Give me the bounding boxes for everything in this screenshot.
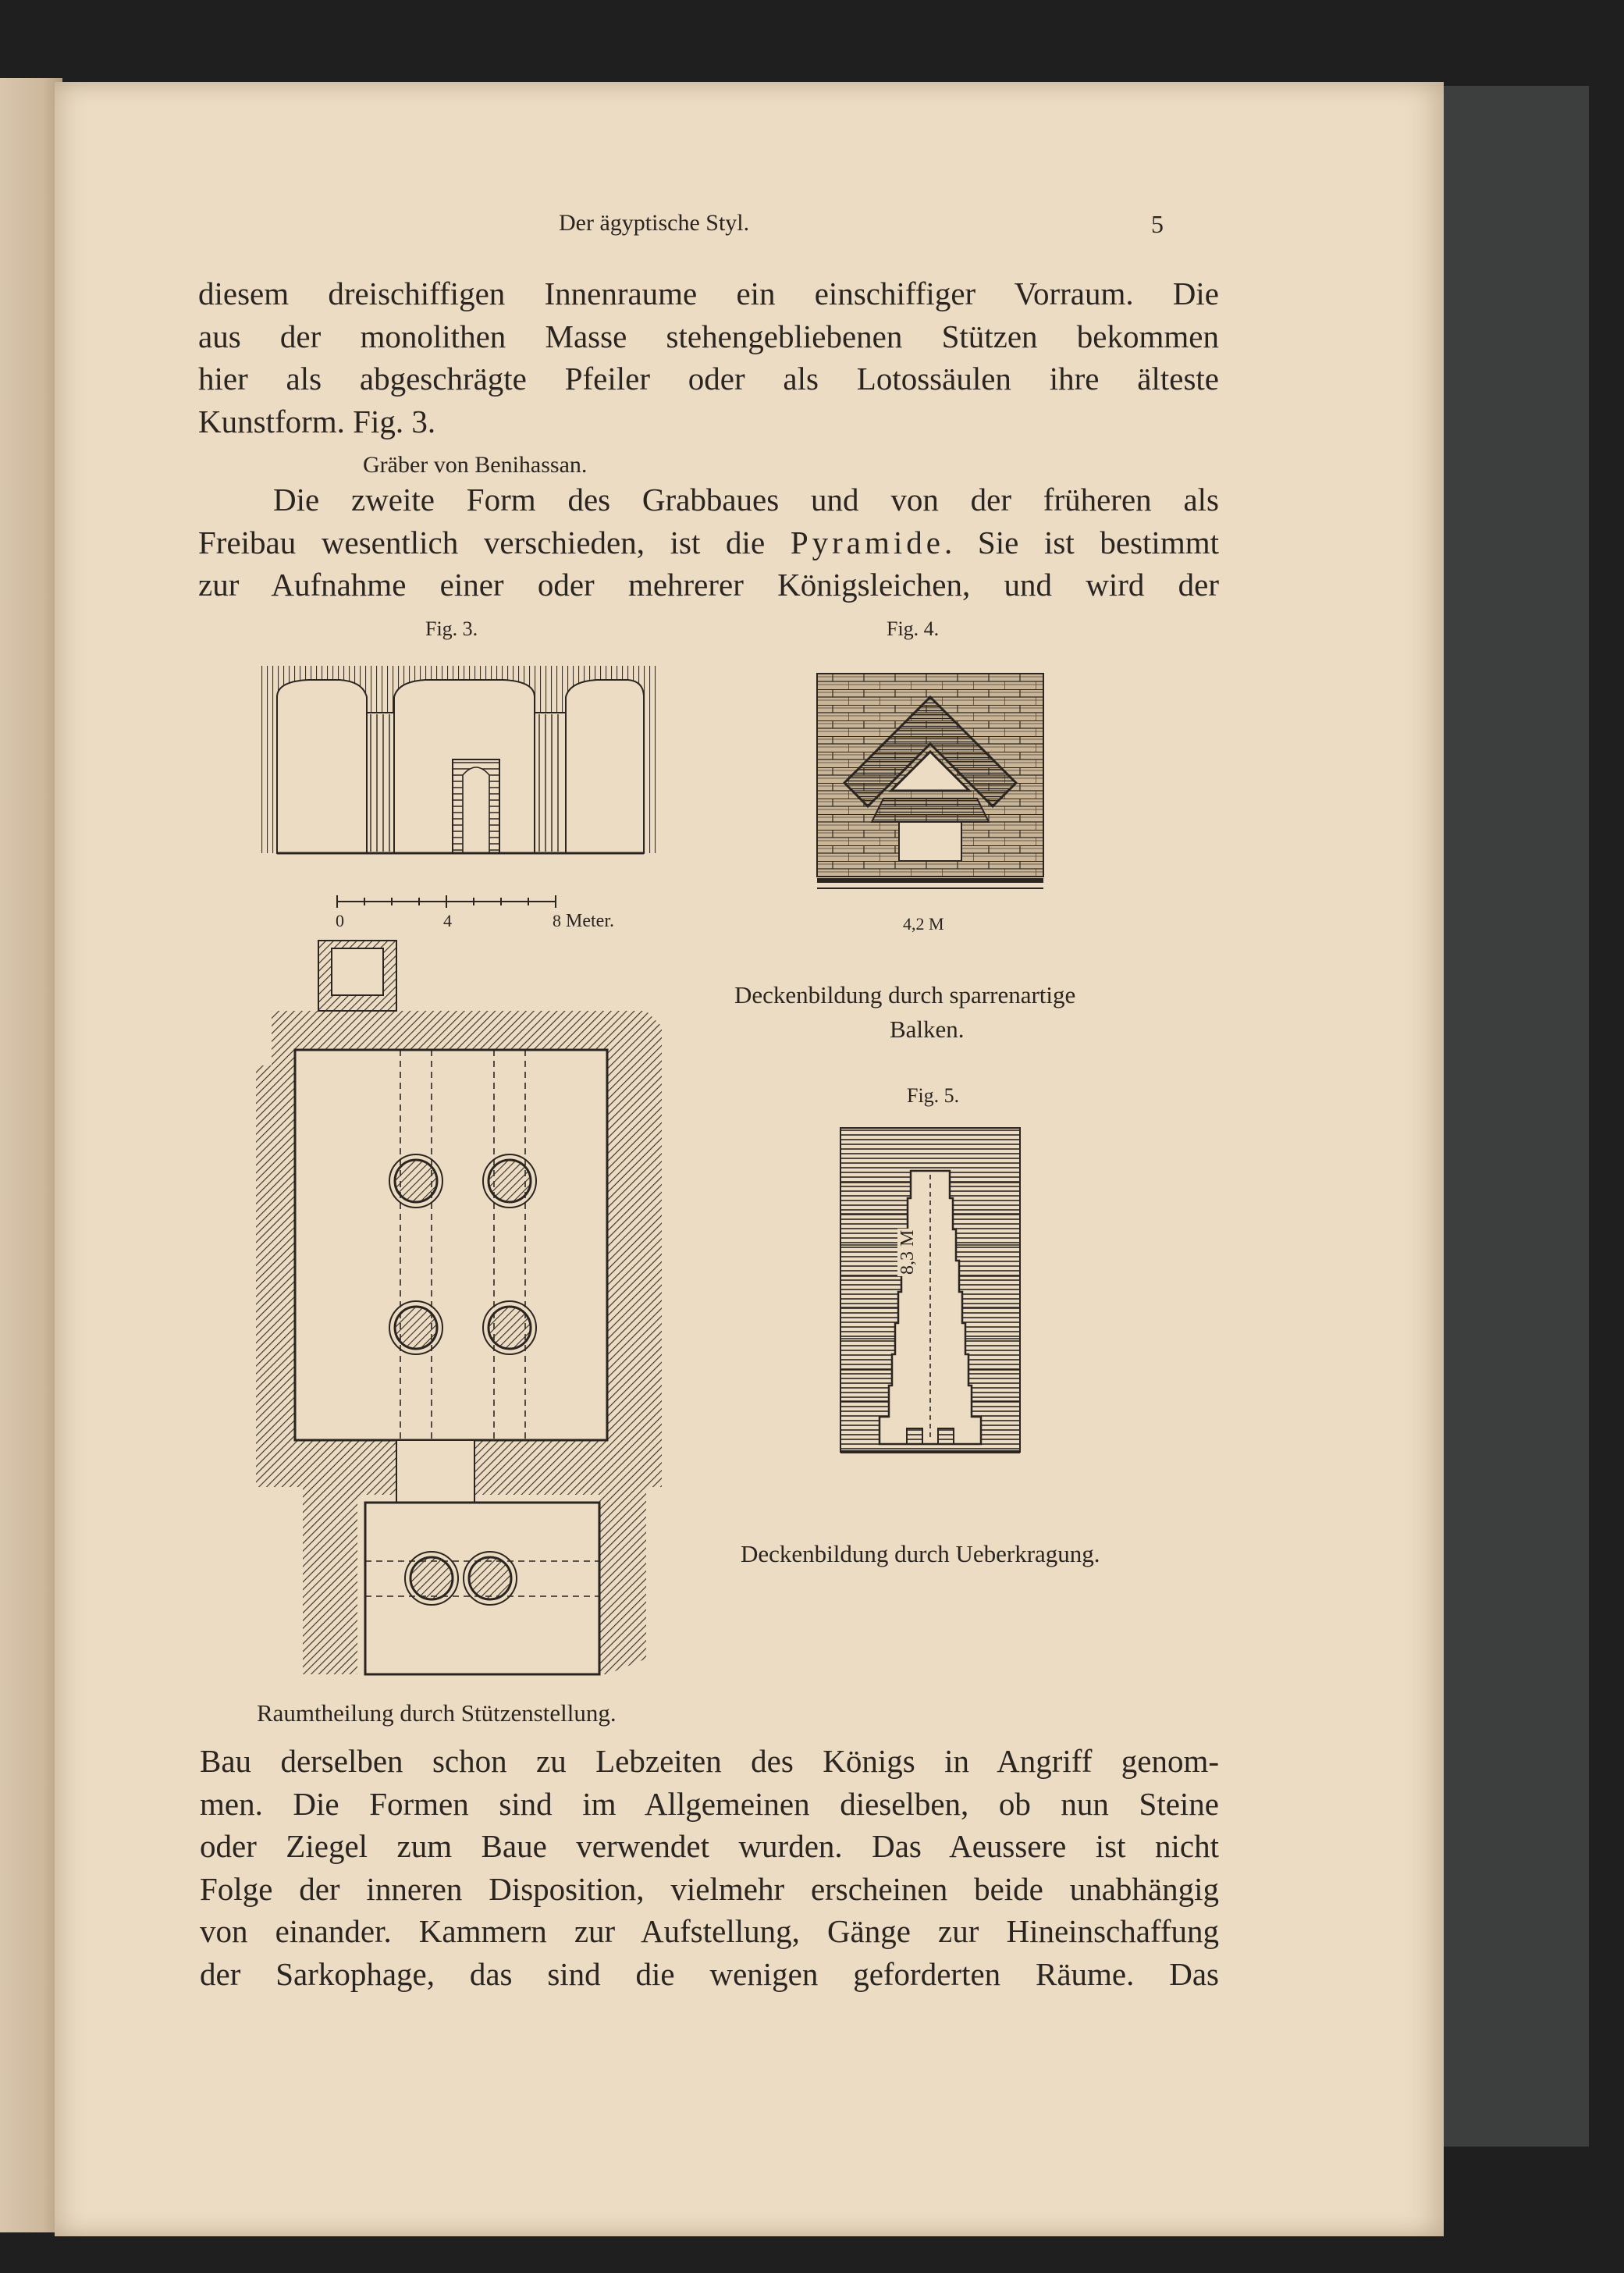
- paragraph-2: [198, 478, 1219, 606]
- page-number: 5: [1151, 210, 1164, 238]
- text-line: aus der monolithen Masse stehengebliebenen Stützen bekommen: [198, 318, 1219, 354]
- text-span: Die zweite Form des Grabbaues und von der früheren als: [273, 482, 1219, 518]
- fig5-drawing: [840, 1128, 1020, 1456]
- fig4-drawing: [817, 674, 1043, 908]
- text-line: Bau derselben schon zu Lebzeiten des Königs in Angriff genom-: [200, 1743, 1219, 1779]
- facing-page-edge: [0, 78, 62, 2232]
- text-span: . Sie ist bestimmt: [943, 524, 1219, 560]
- text-line: Kunstform. Fig. 3.: [198, 403, 436, 439]
- fig4-caption-line2: Balken.: [890, 1016, 965, 1043]
- fig3-label: Fig. 3.: [425, 617, 478, 640]
- fig3-plan-drawing: [256, 941, 662, 1674]
- text-line: men. Die Formen sind im Allgemeinen dieselben, ob nun Steine: [200, 1785, 1219, 1822]
- fig3-caption: Raumtheilung durch Stützenstellung.: [257, 1699, 617, 1727]
- fig3-scale-bar: [337, 894, 556, 909]
- text-line: [198, 478, 1219, 521]
- text-line: oder Ziegel zum Baue verwendet wurden. Das Aeussere ist nicht: [200, 1828, 1219, 1864]
- fig5-dimension: 8,3 M: [897, 1229, 918, 1275]
- fig5-caption: Deckenbildung durch Ueberkragung.: [741, 1540, 1100, 1567]
- running-title: Der ägyptische Styl.: [559, 210, 750, 236]
- text-line: Folge der inneren Disposition, vielmehr erscheinen beide unabhängig: [200, 1870, 1219, 1907]
- fig4-label: Fig. 4.: [887, 617, 940, 640]
- fig3-elevation-drawing: [261, 666, 659, 892]
- text-line: diesem dreischiffigen Innenraume ein einschiffiger Vorraum. Die: [198, 276, 1219, 311]
- fig4-caption-line1: Deckenbildung durch sparrenartige: [734, 981, 1076, 1008]
- book-cover-edge: [1436, 86, 1589, 2147]
- sub-caption: Gräber von Benihassan.: [363, 452, 588, 478]
- paragraph-3: [200, 1740, 1219, 1995]
- scale-zero: 0: [336, 911, 344, 930]
- text-line: hier als abgeschrägte Pfeiler oder als Lotossäulen ihre älteste: [198, 361, 1219, 397]
- scale-four: 4: [443, 911, 452, 930]
- fig5-label: Fig. 5.: [907, 1084, 960, 1107]
- scale-eight: 8: [553, 911, 561, 930]
- emphasis-pyramide: Pyramide: [790, 524, 944, 560]
- text-line: [198, 521, 1219, 564]
- scale-unit: Meter.: [566, 911, 614, 931]
- book-page: [55, 82, 1444, 2236]
- text-line: der Sarkophage, das sind die wenigen geforderten Räume. Das: [200, 1955, 1219, 1992]
- text-span: Freibau wesentlich verschieden, ist die: [198, 524, 766, 560]
- fig4-dimension: 4,2 M: [903, 914, 944, 934]
- text-line: zur Aufnahme einer oder mehrerer Königsleichen, und wird der: [198, 567, 1219, 603]
- text-line: von einander. Kammern zur Aufstellung, Gänge zur Hineinschaffung: [200, 1913, 1219, 1949]
- paragraph-1: [198, 272, 1219, 443]
